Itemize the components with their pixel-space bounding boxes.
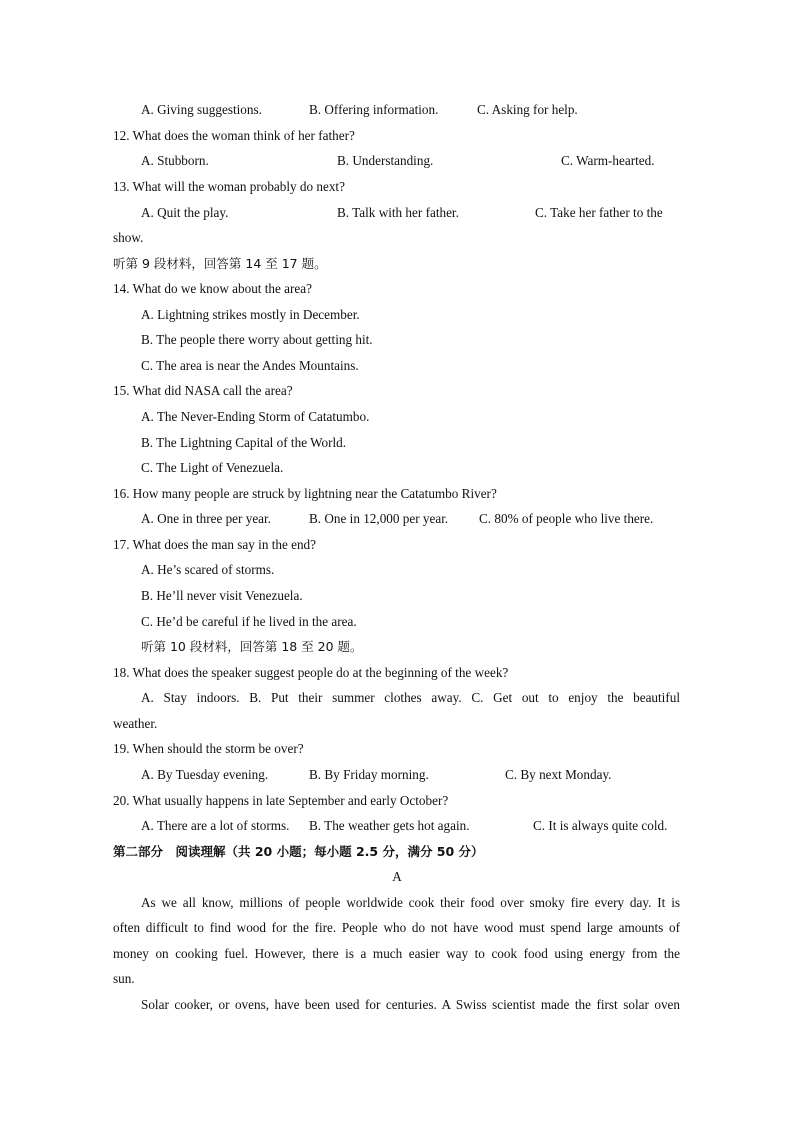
- q11-option-c: C. Asking for help.: [477, 102, 578, 117]
- q19-option-c: C. By next Monday.: [505, 767, 612, 782]
- q19-option-a: A. By Tuesday evening.: [141, 767, 269, 782]
- part-2-heading: 第二部分 阅读理解（共 20 小题；每小题 2.5 分，满分 50 分）: [113, 844, 484, 859]
- q14-option-c: C. The area is near the Andes Mountains.: [141, 358, 359, 373]
- q16-option-c: C. 80% of people who live there.: [479, 511, 654, 526]
- q13-option-c: C. Take her father to the: [535, 205, 663, 220]
- q12-option-b: B. Understanding.: [337, 153, 434, 168]
- passage-paragraph-1-line-2: often difficult to find wood for the fire. People who do not have wood must spend large amounts of: [113, 920, 680, 935]
- q13-option-a: A. Quit the play.: [141, 205, 229, 220]
- passage-paragraph-1-line-3: money on cooking fuel. However, there is a much easier way to cook food using energy from the: [113, 946, 680, 961]
- passage-paragraph-1-line-1: As we all know, millions of people worldwide cook their food over smoky fire every day. It is: [141, 895, 680, 910]
- q20-option-a: A. There are a lot of storms.: [141, 818, 290, 833]
- passage-paragraph-2-line-1: Solar cooker, or ovens, have been used for centuries. A Swiss scientist made the first solar oven: [141, 997, 680, 1012]
- q11-option-a: A. Giving suggestions.: [141, 102, 262, 117]
- q15-option-b: B. The Lightning Capital of the World.: [141, 435, 347, 450]
- question-15: 15. What did NASA call the area?: [113, 383, 293, 398]
- q12-option-c: C. Warm-hearted.: [561, 153, 655, 168]
- q15-option-c: C. The Light of Venezuela.: [141, 460, 284, 475]
- q17-option-a: A. He’s scared of storms.: [141, 562, 275, 577]
- section-9-instruction: 听第 9 段材料，回答第 14 至 17 题。: [113, 256, 327, 271]
- section-10-instruction: 听第 10 段材料，回答第 18 至 20 题。: [141, 639, 363, 654]
- q11-option-b: B. Offering information.: [309, 102, 439, 117]
- q14-option-a: A. Lightning strikes mostly in December.: [141, 307, 360, 322]
- question-14: 14. What do we know about the area?: [113, 281, 312, 296]
- passage-paragraph-1-line-4: sun.: [113, 971, 135, 986]
- question-20: 20. What usually happens in late September and early October?: [113, 793, 449, 808]
- question-18: 18. What does the speaker suggest people do at the beginning of the week?: [113, 665, 509, 680]
- q16-option-b: B. One in 12,000 per year.: [309, 511, 449, 526]
- q18-options-line: A. Stay indoors. B. Put their summer clothes away. C. Get out to enjoy the beautiful: [141, 690, 680, 705]
- q13-option-b: B. Talk with her father.: [337, 205, 459, 220]
- q16-option-a: A. One in three per year.: [141, 511, 271, 526]
- q17-option-b: B. He’ll never visit Venezuela.: [141, 588, 303, 603]
- q13-option-c-continued: show.: [113, 230, 144, 245]
- q20-option-b: B. The weather gets hot again.: [309, 818, 470, 833]
- q12-option-a: A. Stubborn.: [141, 153, 209, 168]
- q19-option-b: B. By Friday morning.: [309, 767, 429, 782]
- question-12: 12. What does the woman think of her father?: [113, 128, 355, 143]
- question-19: 19. When should the storm be over?: [113, 741, 304, 756]
- q17-option-c: C. He’d be careful if he lived in the area.: [141, 614, 357, 629]
- q20-option-c: C. It is always quite cold.: [533, 818, 668, 833]
- q18-option-c-continued: weather.: [113, 716, 158, 731]
- question-16: 16. How many people are struck by lightning near the Catatumbo River?: [113, 486, 497, 501]
- q14-option-b: B. The people there worry about getting hit.: [141, 332, 373, 347]
- question-17: 17. What does the man say in the end?: [113, 537, 317, 552]
- question-13: 13. What will the woman probably do next?: [113, 179, 345, 194]
- passage-label: A: [392, 869, 402, 884]
- q15-option-a: A. The Never-Ending Storm of Catatumbo.: [141, 409, 370, 424]
